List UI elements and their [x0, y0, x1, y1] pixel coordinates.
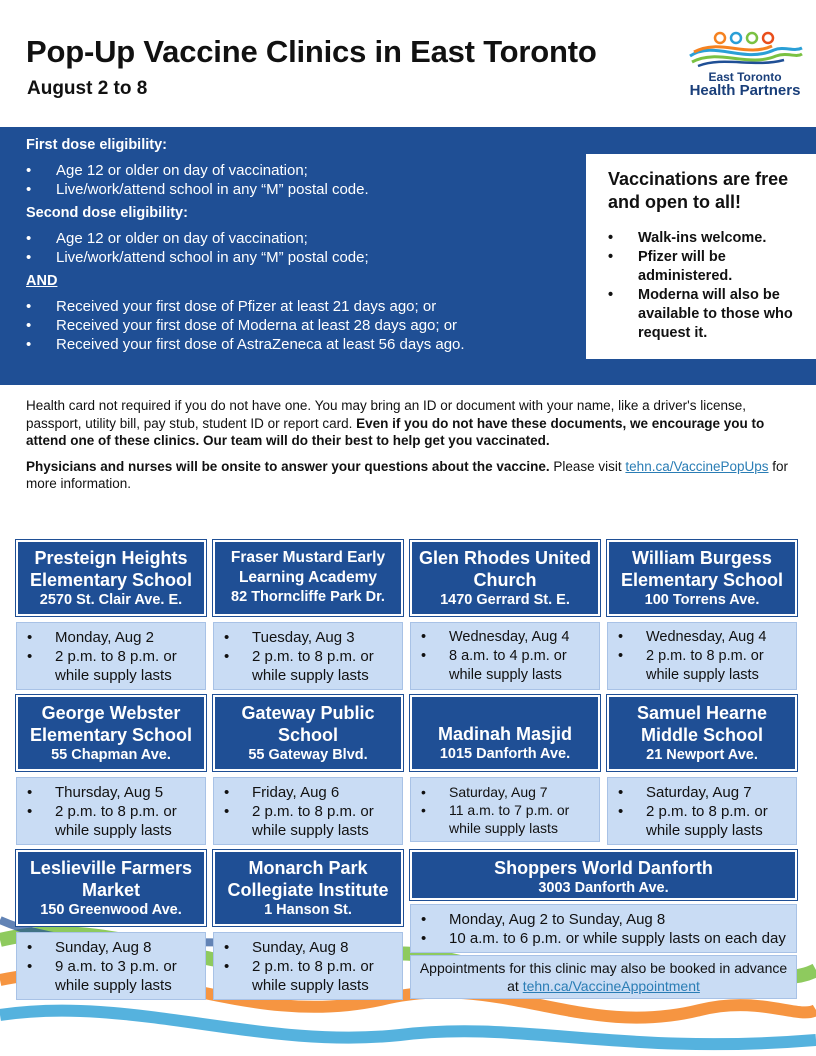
- clinic-time: • 2 p.m. to 8 p.m. or while supply lasts: [220, 957, 396, 995]
- clinic-name: Gateway Public School: [241, 703, 375, 745]
- clinic-date: • Saturday, Aug 7: [417, 783, 593, 801]
- clinic-date: • Monday, Aug 2 to Sunday, Aug 8: [417, 910, 790, 929]
- clinic-details: [16, 777, 206, 845]
- list-item: • Received your first dose of AstraZeneca at least 56 days ago.: [26, 335, 566, 354]
- clinic-card: [410, 540, 600, 690]
- appointment-note: [410, 955, 797, 999]
- list-item: • Age 12 or older on day of vaccination;: [26, 229, 566, 248]
- clinic-header: [213, 540, 403, 616]
- page-subtitle: August 2 to 8: [27, 78, 148, 99]
- clinic-card: [16, 850, 206, 1000]
- id-requirements-paragraph: [26, 397, 796, 450]
- clinic-date: • Thursday, Aug 5: [23, 783, 199, 802]
- clinic-address: 55 Chapman Ave.: [51, 747, 171, 763]
- clinic-date: • Wednesday, Aug 4: [614, 628, 790, 647]
- second-dose-heading: Second dose eligibility:: [26, 205, 188, 221]
- page-title: Pop-Up Vaccine Clinics in East Toronto: [26, 34, 597, 69]
- eligibility-section: [26, 137, 566, 360]
- clinic-card: [607, 695, 797, 845]
- clinic-card: [410, 850, 797, 999]
- list-item: • Received your first dose of Moderna at least 28 days ago; or: [26, 316, 566, 335]
- clinic-card: [16, 695, 206, 845]
- clinic-address: 100 Torrens Ave.: [644, 592, 760, 608]
- clinic-name: Samuel Hearne Middle School: [636, 703, 768, 745]
- clinic-header: [410, 695, 600, 771]
- clinic-name: William Burgess Elementary School: [620, 548, 784, 590]
- clinic-address: 1 Hanson St.: [264, 902, 352, 918]
- header: [0, 0, 816, 127]
- clinic-header: [16, 540, 206, 616]
- clinic-date: • Tuesday, Aug 3: [220, 628, 396, 647]
- clinic-details: [607, 777, 797, 845]
- clinic-details: [410, 777, 600, 842]
- clinic-details: [213, 622, 403, 690]
- clinic-details: [213, 932, 403, 1000]
- clinic-details: [410, 622, 600, 690]
- clinic-header: [213, 695, 403, 771]
- clinic-date: • Sunday, Aug 8: [220, 938, 396, 957]
- clinic-date: • Monday, Aug 2: [23, 628, 199, 647]
- physicians-emphasis: Physicians and nurses will be onsite to answer your questions about the vaccine.: [26, 458, 550, 474]
- clinic-header: [16, 850, 206, 926]
- clinic-date: • Saturday, Aug 7: [614, 783, 790, 802]
- clinic-time: • 2 p.m. to 8 p.m. or while supply lasts: [220, 647, 396, 685]
- clinic-name: Presteign Heights Elementary School: [29, 548, 193, 590]
- clinic-time: • 11 a.m. to 7 p.m. or while supply lasts: [417, 801, 593, 837]
- second-dose-list: [26, 229, 566, 267]
- clinic-card: [607, 540, 797, 690]
- list-item: • Received your first dose of Pfizer at least 21 days ago; or: [26, 297, 566, 316]
- clinic-date: • Friday, Aug 6: [220, 783, 396, 802]
- clinic-address: 21 Newport Ave.: [646, 747, 758, 763]
- clinic-date: • Wednesday, Aug 4: [417, 628, 593, 647]
- clinic-header: [213, 850, 403, 926]
- clinic-address: 1470 Gerrard St. E.: [440, 592, 570, 608]
- clinic-card: [16, 540, 206, 690]
- physicians-paragraph: [26, 458, 796, 493]
- clinic-header: [607, 540, 797, 616]
- free-box-list: [608, 229, 806, 343]
- clinic-card: [410, 695, 600, 842]
- more-info-text: for more information.: [26, 458, 789, 491]
- list-item: • Walk-ins welcome.: [608, 229, 806, 248]
- previous-dose-list: [26, 297, 566, 354]
- clinic-time: • 2 p.m. to 8 p.m. or while supply lasts: [23, 647, 199, 685]
- clinic-time: • 8 a.m. to 4 p.m. or while supply lasts: [417, 647, 593, 685]
- clinic-name: George Webster Elementary School: [29, 703, 193, 745]
- info-section: [26, 397, 796, 493]
- clinic-time: • 2 p.m. to 8 p.m. or while supply lasts: [614, 647, 790, 685]
- clinic-address: 1015 Danforth Ave.: [439, 746, 571, 762]
- clinic-name: Leslieville Farmers Market: [29, 858, 193, 900]
- clinic-name: Glen Rhodes United Church: [418, 548, 591, 590]
- clinic-name: Fraser Mustard Early Learning Academy: [230, 549, 386, 586]
- clinic-details: [410, 904, 797, 953]
- logo-line2: Health Partners: [689, 82, 801, 99]
- clinic-header: [16, 695, 206, 771]
- clinic-details: [16, 932, 206, 1000]
- people-logo-icon: [684, 30, 806, 70]
- appointment-text: Appointments for this clinic may also be booked in advance at: [419, 960, 788, 994]
- clinic-details: [607, 622, 797, 690]
- vaccine-appointment-link[interactable]: tehn.ca/VaccineAppointment: [522, 978, 700, 994]
- list-item: • Live/work/attend school in any “M” postal code.: [26, 180, 566, 199]
- clinic-address: 150 Greenwood Ave.: [40, 902, 182, 918]
- clinic-time: • 2 p.m. to 8 p.m. or while supply lasts: [220, 802, 396, 840]
- logo-line1: East Toronto: [708, 70, 782, 84]
- list-item: • Live/work/attend school in any “M” postal code;: [26, 248, 566, 267]
- east-toronto-health-partners-logo: [684, 30, 806, 102]
- clinic-details: [16, 622, 206, 690]
- clinic-card: [213, 850, 403, 1000]
- and-label: AND: [26, 273, 58, 289]
- clinic-header: [410, 540, 600, 616]
- list-item: • Moderna will also be available to those who request it.: [608, 286, 806, 343]
- list-item: • Pfizer will be administered.: [608, 248, 806, 286]
- free-box-heading: Vaccinations are free and open to all!: [608, 169, 789, 212]
- clinic-date: • Sunday, Aug 8: [23, 938, 199, 957]
- free-vaccination-box: [586, 154, 816, 359]
- clinic-details: [213, 777, 403, 845]
- clinic-name: Shoppers World Danforth: [494, 858, 713, 878]
- clinic-header: [410, 850, 797, 900]
- id-text: Health card not required if you do not have one. You may bring an ID or document with your name, like a driver's license, passport, utility bill, pay stub, student ID or report card.: [26, 398, 746, 431]
- vaccine-popups-link[interactable]: tehn.ca/VaccinePopUps: [625, 458, 769, 474]
- clinic-time: • 2 p.m. to 8 p.m. or while supply lasts: [614, 802, 790, 840]
- clinic-card: [213, 540, 403, 690]
- clinic-time: • 2 p.m. to 8 p.m. or while supply lasts: [23, 802, 199, 840]
- clinic-name: Madinah Masjid: [437, 724, 572, 744]
- clinic-header: [607, 695, 797, 771]
- list-item: • Age 12 or older on day of vaccination;: [26, 161, 566, 180]
- clinic-card: [213, 695, 403, 845]
- clinic-address: 2570 St. Clair Ave. E.: [39, 592, 183, 608]
- first-dose-list: [26, 161, 566, 199]
- clinic-name: Monarch Park Collegiate Institute: [227, 858, 389, 900]
- visit-text: Please visit: [549, 458, 626, 474]
- id-emphasis: Even if you do not have these documents, we encourage you to attend one of these clinics. Our team will do their best to help get you vaccinated.: [26, 415, 765, 448]
- clinic-address: 82 Thorncliffe Park Dr.: [231, 589, 385, 605]
- clinic-time: • 9 a.m. to 3 p.m. or while supply lasts: [23, 957, 199, 995]
- clinic-address: 3003 Danforth Ave.: [538, 880, 669, 896]
- clinic-time: • 10 a.m. to 6 p.m. or while supply lasts on each day: [417, 929, 790, 948]
- first-dose-heading: First dose eligibility:: [26, 137, 167, 153]
- clinic-address: 55 Gateway Blvd.: [248, 747, 368, 763]
